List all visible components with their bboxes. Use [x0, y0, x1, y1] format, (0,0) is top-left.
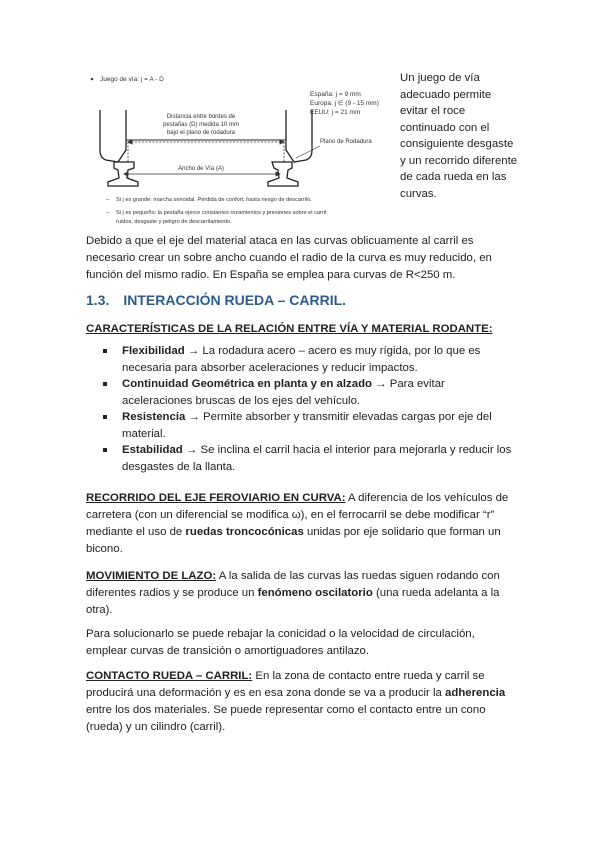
figure-dist-line1: Distancia entre bordes de	[166, 114, 236, 120]
paragraph-contacto	[86, 668, 516, 736]
gauge-arrow	[124, 172, 280, 176]
list-item	[103, 409, 513, 442]
characteristics-list	[103, 343, 513, 475]
bullet-term: Estabilidad	[122, 444, 183, 456]
lazo-text-a: A la salida de las curvas las ruedas siguen rodando con diferentes radios y se produce un	[86, 570, 500, 599]
bullet-term: Flexibilidad	[122, 345, 185, 357]
subheading-caracteristicas: CARACTERÍSTICAS DE LA RELACIÓN ENTRE VÍA Y MATERIAL RODANTE:	[86, 323, 493, 335]
figure-spain-label: España: j = 9 mm	[310, 91, 361, 98]
figure-bullet-icon	[91, 78, 94, 81]
right-wheel-shape	[286, 110, 312, 162]
lazo-label: MOVIMIENTO DE LAZO:	[86, 570, 217, 582]
section-title: INTERACCIÓN RUEDA – CARRIL.	[123, 292, 347, 308]
bullet-text: Para evitar aceleraciones bruscas de los ejes del vehículo.	[122, 378, 445, 407]
section-heading	[86, 292, 346, 308]
figure-note2-line2: ruidos, desgaste y peligro de descarrilamiento.	[116, 219, 232, 225]
lazo-bold: fenómeno oscilatorio	[257, 587, 373, 599]
figure-note2-line1: Si j es pequeño: la pestaña ejerce constantes rozamientos y presiones sobre el carril:	[116, 210, 328, 216]
section-number: 1.3.	[86, 292, 110, 308]
recorrido-text-a: A diferencia de los vehículos de carretera (con un diferencial se modifica ω), en el ferrocarril se debe modificar “r” mediante el uso de	[86, 492, 509, 538]
plano-pointer-line	[296, 146, 320, 158]
arrow-icon: →	[185, 444, 198, 456]
figure-dist-line2: pestañas (D) medida 10 mm	[163, 122, 239, 128]
recorrido-bold: ruedas troncocónicas	[185, 526, 304, 538]
bullet-icon	[103, 448, 107, 452]
recorrido-label: RECORRIDO DEL EJE FEROVIARIO EN CURVA:	[86, 492, 346, 504]
figure-plano-label: Plano de Rodadura	[320, 139, 372, 145]
arrow-icon: →	[375, 378, 387, 390]
figure-note1: Si j es grande: marcha senoidal. Pérdida de confort, hasta riesgo de descarrilo.	[116, 197, 312, 203]
list-item	[103, 343, 513, 376]
list-item	[103, 376, 513, 409]
bullet-icon	[103, 382, 107, 386]
left-wheel-shape	[100, 110, 126, 162]
figure-note1-dash: –	[106, 197, 110, 203]
paragraph-sobreancho: Debido a que el eje del material ataca en las curvas oblicuamente al carril es necesario crear un sobre ancho cuando el radio de la curva es muy reducido, en función del mismo radio. En España se emplea para curvas de R<250 m.	[86, 235, 492, 281]
bullet-icon	[103, 349, 107, 353]
figure-ancho-label: Ancho de Vía (A)	[178, 166, 224, 172]
contacto-text-b: entre los dos materiales. Se puede representar como el contacto entre un cono (rueda) y un cilindro (carril).	[86, 704, 486, 733]
arrow-icon: →	[187, 345, 200, 357]
track-gauge-figure	[86, 70, 394, 230]
arrow-icon: →	[188, 411, 200, 423]
lazo-text-b: (una rueda adelanta a la otra).	[86, 587, 500, 616]
contacto-label: CONTACTO RUEDA – CARRIL:	[86, 670, 253, 682]
track-gauge-diagram	[86, 70, 394, 230]
contacto-bold: adherencia	[445, 687, 506, 699]
paragraph-solucion: Para solucionarlo se puede rebajar la conicidad o la velocidad de circulación, emplear curvas de transición o amortiguadores antilazo.	[86, 628, 475, 657]
recorrido-text-b: unidas por eje solidario que forman un bicono.	[86, 526, 501, 555]
figure-dist-line3: bajo el plano de rodadura	[166, 130, 236, 136]
bullet-text: La rodadura acero – acero es muy rígida, por lo que es necesaria para absorber aceleraciones y reducir impactos.	[122, 345, 481, 374]
list-item	[103, 442, 513, 475]
bullet-text: Se inclina el carril hacia el interior para mejorarla y reducir los desgastes de la llanta.	[122, 444, 512, 473]
contacto-text-a: En la zona de contacto entre rueda y carril se producirá una deformación y es en esa zona donde se va a producir la	[86, 670, 485, 699]
bullet-term: Resistencia	[122, 411, 186, 423]
bullet-term: Continuidad Geométrica en planta y en alzado	[122, 378, 373, 390]
paragraph-lazo	[86, 568, 516, 619]
figure-side-text: Un juego de vía adecuado permite evitar el roce continuado con el consiguiente desgaste y un recorrido diferente de cada rueda en las curvas.	[400, 72, 518, 200]
figure-europe-label: Europa: j ∈ (9 - 15 mm)	[310, 100, 379, 107]
bullet-text: Permite absorber y transmitir elevadas cargas por eje del material.	[122, 411, 492, 440]
paragraph-recorrido	[86, 490, 516, 558]
figure-note2-dash: –	[106, 210, 110, 216]
figure-top-label: Juego de vía: j = A - D	[100, 76, 164, 83]
bullet-icon	[103, 415, 107, 419]
figure-usa-label: EEUU: j = 21 mm	[310, 109, 361, 116]
